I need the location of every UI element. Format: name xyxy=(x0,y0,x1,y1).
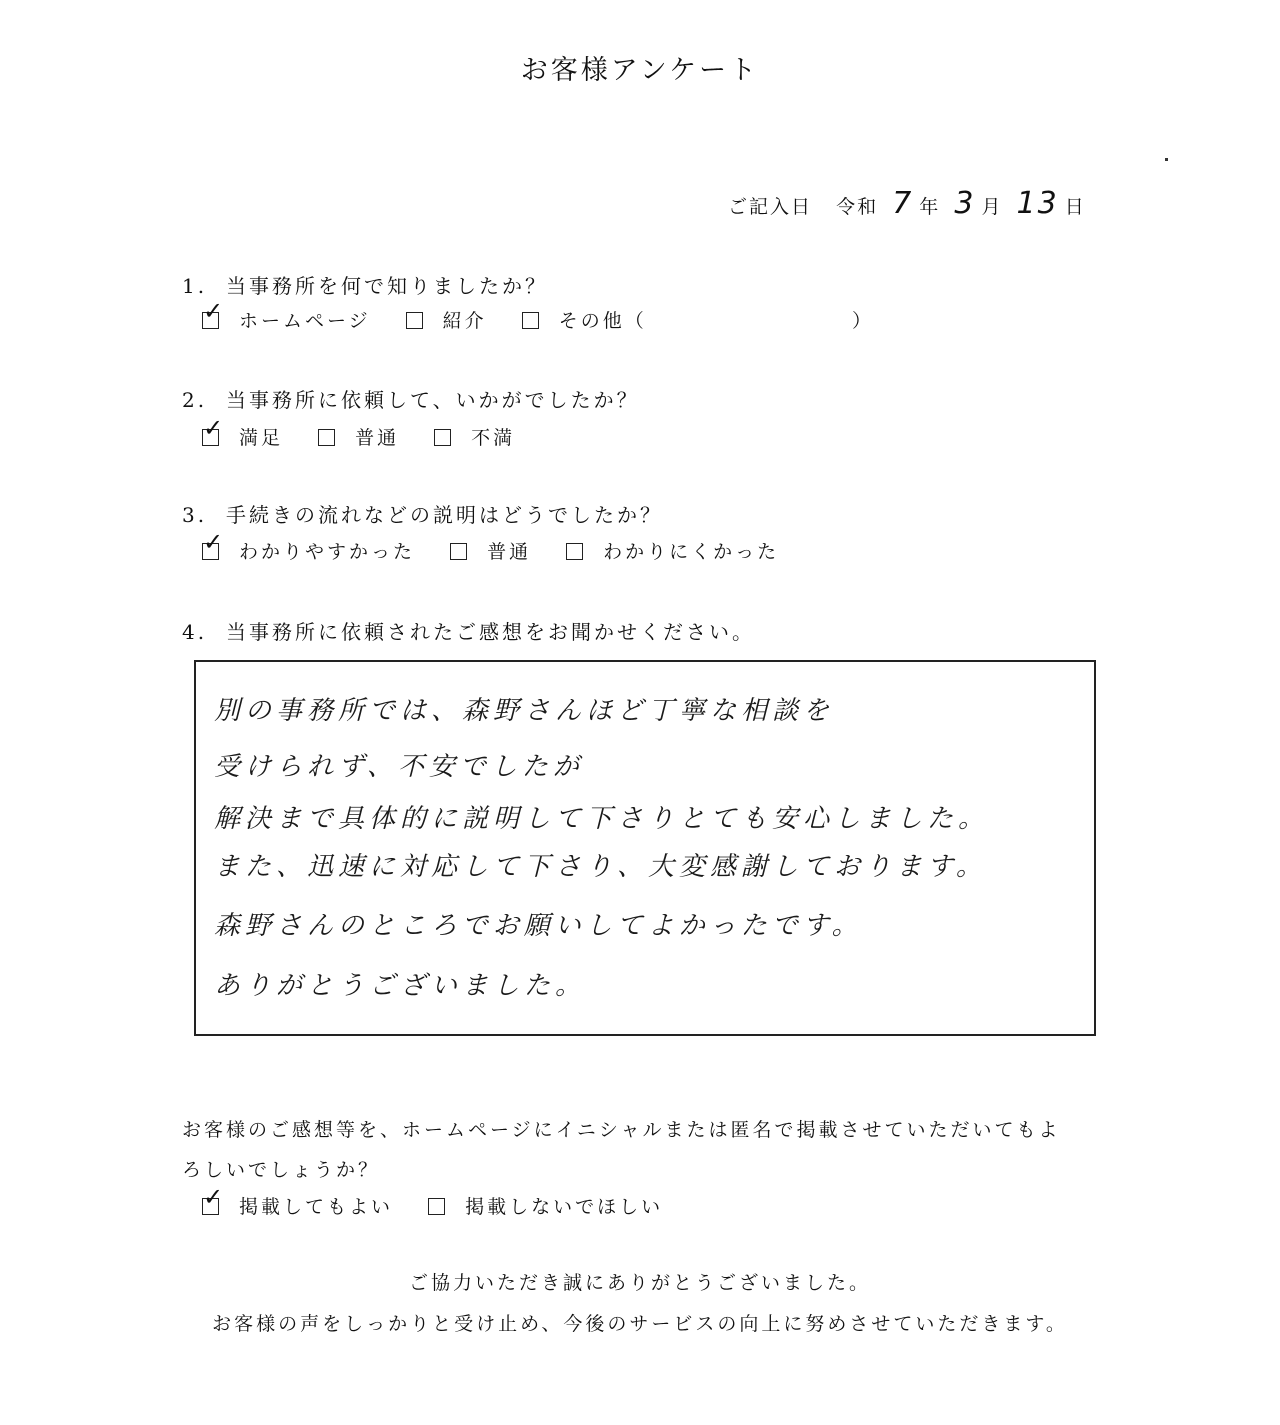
check-mark-icon: ✓ xyxy=(203,1183,227,1211)
question-2-options xyxy=(202,414,541,450)
date-month-handwritten: 3 xyxy=(954,186,976,221)
option-referral[interactable]: 紹介 xyxy=(406,310,487,332)
date-era: 令和 xyxy=(836,196,879,218)
date-month-unit: 月 xyxy=(981,196,1003,218)
question-number: 4. xyxy=(182,620,208,644)
checkbox-unchecked[interactable] xyxy=(450,543,467,560)
date-line xyxy=(728,186,1086,221)
checkbox-checked[interactable] xyxy=(202,528,227,560)
publish-options xyxy=(202,1183,689,1219)
check-mark-icon: ✓ xyxy=(203,414,227,442)
option-other[interactable]: その他（ xyxy=(522,310,647,332)
question-text: 手続きの流れなどの説明はどうでしたか？ xyxy=(226,503,663,527)
option-publish-no[interactable]: 掲載しないでほしい xyxy=(428,1196,663,1218)
comment-line: ありがとうございました。 xyxy=(214,971,587,1001)
checkbox-unchecked[interactable] xyxy=(406,312,423,329)
question-4 xyxy=(182,616,755,645)
checkbox-checked[interactable] xyxy=(202,1183,227,1215)
comment-line: 森野さんのところでお願いしてよかったです。 xyxy=(214,911,863,941)
option-normal[interactable]: 普通 xyxy=(450,541,531,563)
page-title: お客様アンケート xyxy=(520,55,760,86)
question-2 xyxy=(182,384,640,413)
date-day-handwritten: 13 xyxy=(1016,186,1059,221)
comment-line: 解決まで具体的に説明して下さりとても安心しました。 xyxy=(214,804,990,834)
date-label: ご記入日 xyxy=(728,196,813,218)
option-hard[interactable]: わかりにくかった xyxy=(566,541,779,563)
option-easy[interactable]: ✓ わかりやすかった xyxy=(203,528,416,563)
comment-line: また、迅速に対応して下さり、大変感謝しております。 xyxy=(214,852,987,882)
question-1 xyxy=(182,270,548,299)
comment-line: 別の事務所では、森野さんほど丁寧な相談を xyxy=(214,696,835,726)
closing-line2: お客様の声をしっかりと受け止め、今後のサービスの向上に努めさせていただきます。 xyxy=(212,1313,1068,1335)
checkbox-checked[interactable] xyxy=(202,414,227,446)
checkbox-unchecked[interactable] xyxy=(434,429,451,446)
publish-question-line1: お客様のご感想等を、ホームページにイニシャルまたは匿名で掲載させていただいてもよ xyxy=(182,1119,1061,1141)
question-number: 1. xyxy=(182,274,208,298)
checkbox-unchecked[interactable] xyxy=(566,543,583,560)
checkbox-checked[interactable] xyxy=(202,297,227,329)
publish-question-line2: ろしいでしょうか？ xyxy=(182,1159,381,1181)
checkbox-unchecked[interactable] xyxy=(428,1198,445,1215)
date-year-handwritten: 7 xyxy=(892,186,914,221)
comment-line: 受けられず、不安でしたが xyxy=(214,752,584,782)
option-satisfied[interactable]: ✓ 満足 xyxy=(203,414,284,449)
closing-line1: ご協力いただき誠にありがとうございました。 xyxy=(408,1272,871,1294)
scan-speck xyxy=(1165,158,1168,161)
question-number: 2. xyxy=(182,388,208,412)
check-mark-icon: ✓ xyxy=(203,528,227,556)
check-mark-icon: ✓ xyxy=(203,297,227,325)
question-text: 当事務所に依頼して、いかがでしたか？ xyxy=(226,388,640,412)
date-year-unit: 年 xyxy=(919,196,941,218)
checkbox-unchecked[interactable] xyxy=(318,429,335,446)
question-text: 当事務所を何で知りましたか？ xyxy=(226,274,548,298)
option-dissatisfied[interactable]: 不満 xyxy=(434,427,515,449)
option-normal[interactable]: 普通 xyxy=(318,427,399,449)
other-close-paren: ） xyxy=(852,310,875,332)
date-day-unit: 日 xyxy=(1064,196,1086,218)
question-3-options xyxy=(202,528,805,564)
question-number: 3. xyxy=(182,503,208,527)
option-homepage[interactable]: ✓ ホームページ xyxy=(203,297,371,332)
question-3 xyxy=(182,499,663,528)
question-1-options xyxy=(202,297,673,333)
option-publish-ok[interactable]: ✓ 掲載してもよい xyxy=(203,1183,394,1218)
question-text: 当事務所に依頼されたご感想をお聞かせください。 xyxy=(226,620,755,644)
checkbox-unchecked[interactable] xyxy=(522,312,539,329)
